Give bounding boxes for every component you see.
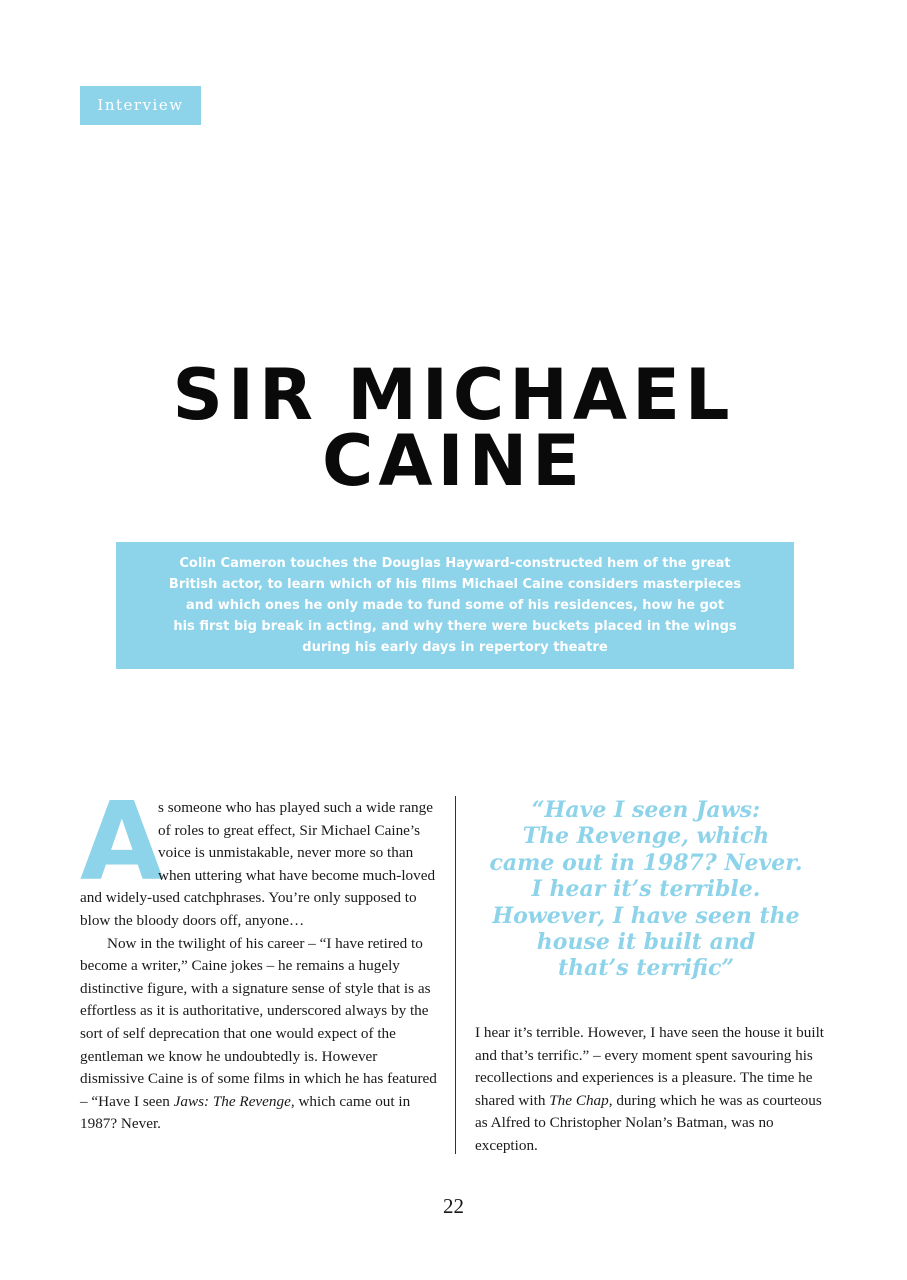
pull-quote-line: that’s terrific” bbox=[557, 955, 735, 982]
pull-quote-line: The Revenge, which bbox=[522, 823, 770, 850]
body-column-right bbox=[475, 1022, 830, 1158]
body-text: , during which he was as courteous as Alfred to Christopher Nolan’s Batman, was no exception. bbox=[475, 1091, 822, 1154]
body-column-left bbox=[80, 780, 438, 1136]
standfirst bbox=[116, 542, 794, 669]
standfirst-line: during his early days in repertory theatre bbox=[302, 640, 608, 655]
pull-quote-line: However, I have seen the bbox=[492, 902, 800, 929]
pull-quote bbox=[470, 797, 822, 982]
standfirst-line: and which ones he only made to fund some of his residences, how he got bbox=[185, 598, 725, 613]
pull-quote-line: house it built and bbox=[536, 929, 756, 956]
title-line-1: SIR MICHAEL bbox=[172, 354, 735, 436]
drop-cap: A bbox=[80, 780, 164, 905]
pull-quote-line: came out in 1987? Never. bbox=[489, 849, 803, 876]
body-text: , which came out in 1987? Never. bbox=[80, 1092, 411, 1133]
column-divider bbox=[455, 796, 456, 1154]
film-title: Jaws: The Revenge bbox=[173, 1092, 291, 1110]
body-paragraph-3 bbox=[475, 1022, 830, 1158]
page-number: 22 bbox=[443, 1194, 464, 1218]
body-text: I hear it’s terrible. However, I have seen the house it built and that’s terrific.” – every moment spent savouring his recollections and experiences is a pleasure. The time he shared with bbox=[475, 1024, 825, 1109]
article-title bbox=[0, 354, 907, 502]
standfirst-line: his first big break in acting, and why there were buckets placed in the wings bbox=[173, 619, 737, 634]
standfirst-line: Colin Cameron touches the Douglas Hayward-constructed hem of the great bbox=[179, 556, 731, 571]
body-paragraph-1: s someone who has played such a wide range of roles to great effect, Sir Michael Caine’s voice is unmistakable, never more so than when uttering what have become much-loved and widely-used catchphrases. You’re only supposed to blow the bloody doors off, anyone… bbox=[80, 799, 436, 929]
section-tag: Interview bbox=[80, 86, 201, 125]
pull-quote-line: I hear it’s terrible. bbox=[531, 876, 761, 903]
title-line-2: CAINE bbox=[322, 420, 585, 502]
magazine-title: The Chap bbox=[549, 1091, 609, 1109]
body-paragraph-2 bbox=[80, 933, 438, 1136]
body-text: Now in the twilight of his career – “I have retired to become a writer,” Caine jokes – he remains a hugely distinctive figure, with a signature sense of style that is as effortless as it is authoritative, underscored always by the sort of self deprecation that one would expect of the gentleman we know he undoubtedly is. However dismissive Caine is of some films in which he has featured – “Have I seen bbox=[80, 934, 437, 1110]
pull-quote-line: “Have I seen Jaws: bbox=[531, 797, 761, 823]
standfirst-line: British actor, to learn which of his films Michael Caine considers masterpieces bbox=[168, 577, 742, 592]
